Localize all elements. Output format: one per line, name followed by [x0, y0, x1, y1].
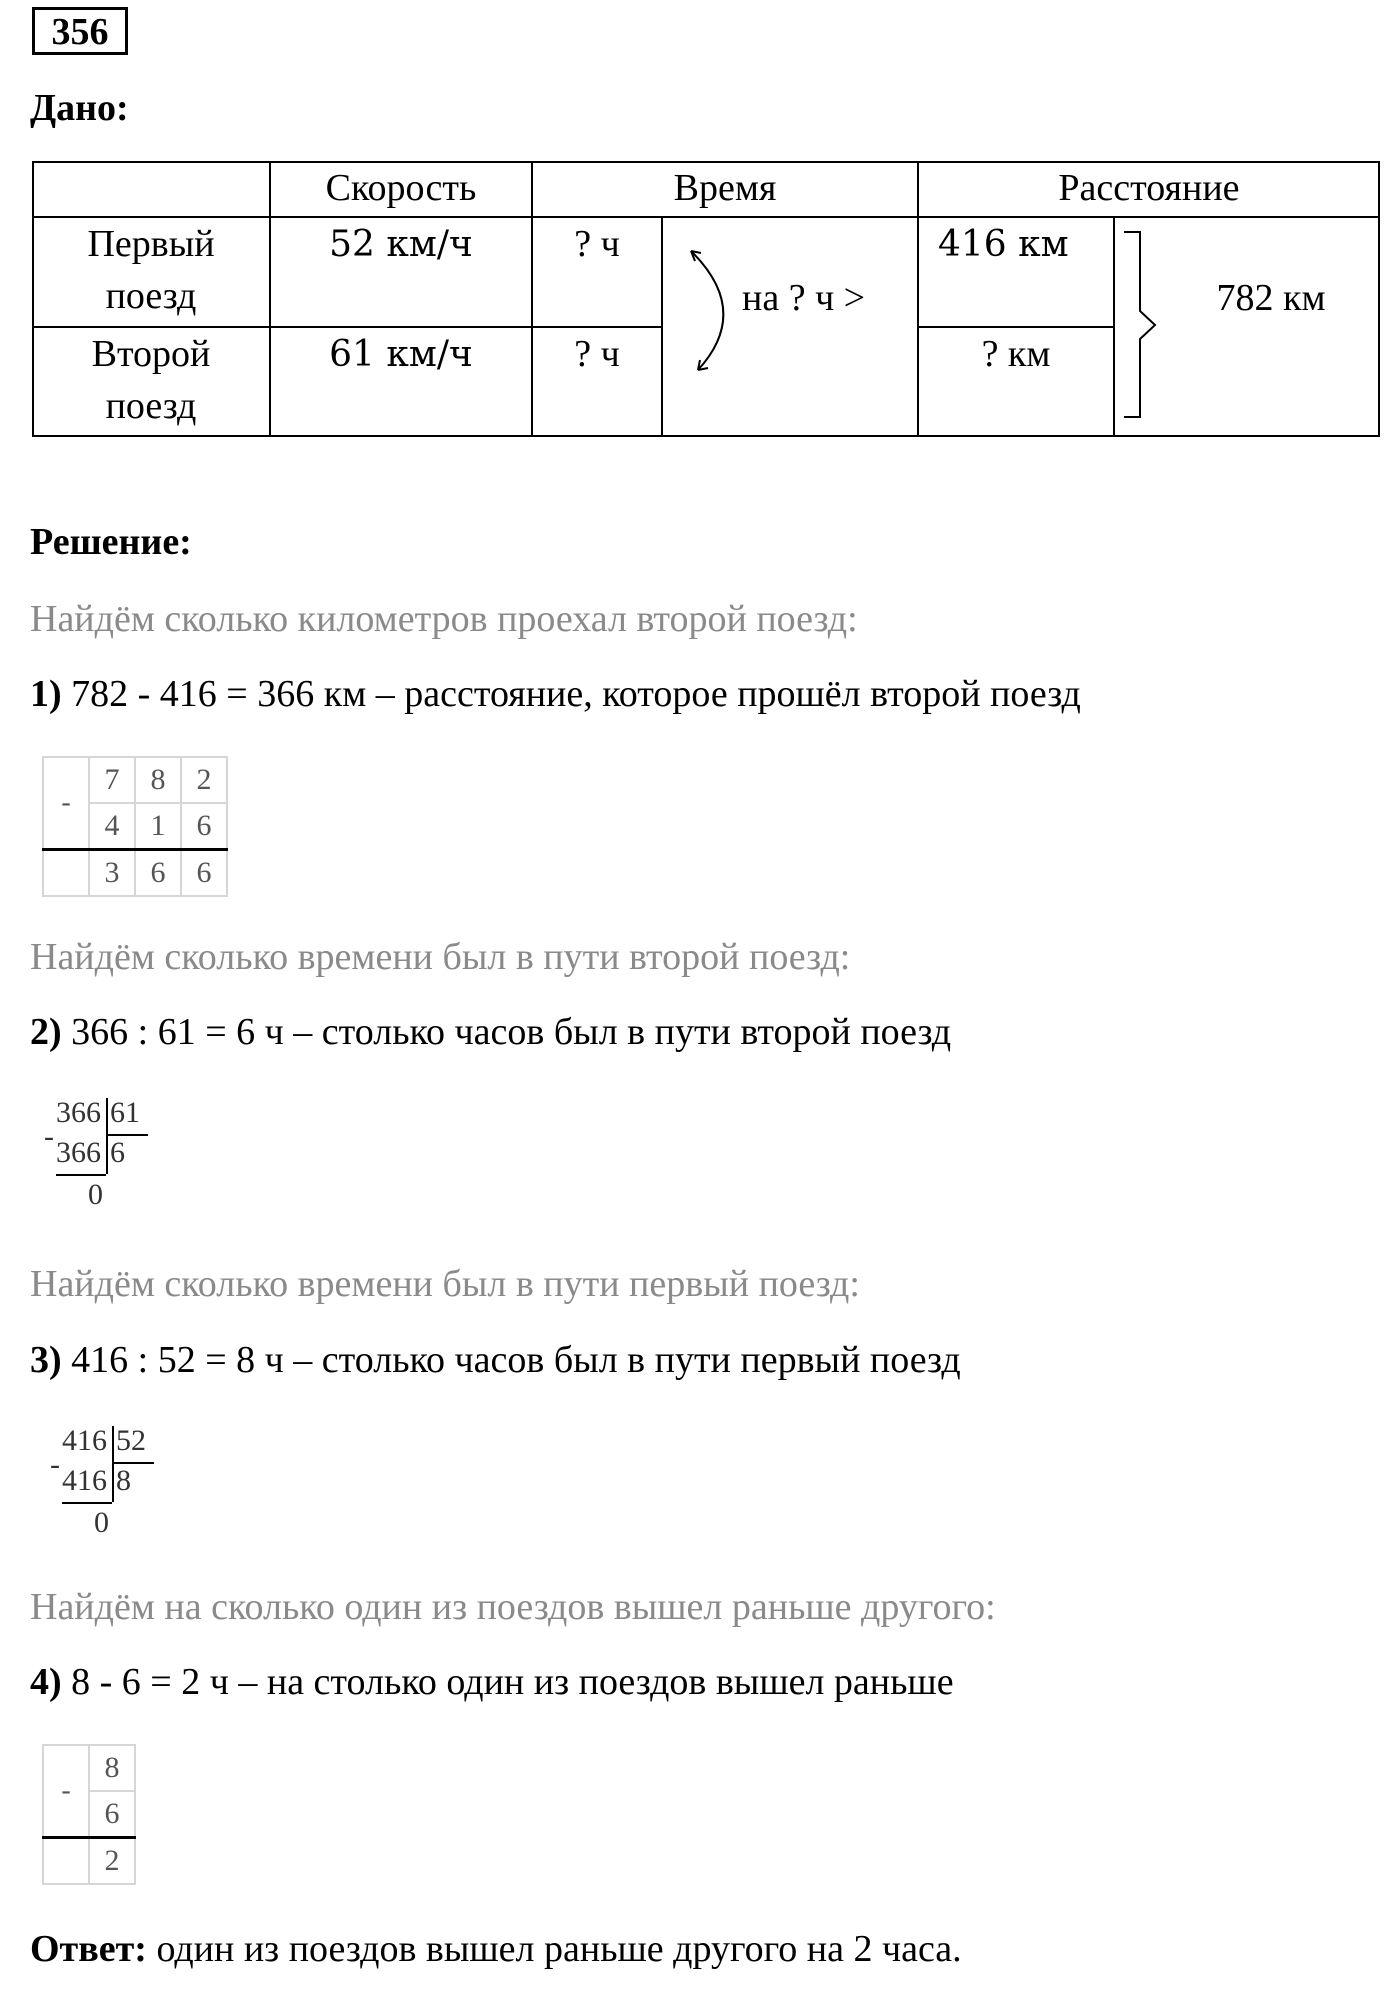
- subtract-line: [56, 1174, 106, 1176]
- solution-heading: Решение:: [30, 521, 192, 563]
- step1: [30, 672, 1081, 716]
- step1-text: 782 - 416 = 366 км – расстояние, которое прошёл второй поезд: [71, 673, 1081, 715]
- step3-text: 416 : 52 = 8 ч – столько часов был в пути первый поезд: [71, 1339, 961, 1381]
- digit: 1: [135, 803, 181, 850]
- digit: 3: [89, 850, 135, 897]
- step4: [30, 1660, 954, 1704]
- quotient: 8: [116, 1464, 131, 1497]
- time-arrow: [691, 251, 723, 370]
- quotient-line: [108, 1134, 148, 1136]
- step2-hint: Найдём сколько времени был в пути второй поезд:: [30, 936, 851, 978]
- step3-hint: Найдём сколько времени был в пути первый поезд:: [30, 1263, 860, 1305]
- step3-number: 3): [30, 1339, 62, 1381]
- divisor: 52: [116, 1424, 146, 1457]
- row1-distance: 416 км: [938, 224, 1069, 265]
- subtraction-grid-1: [42, 756, 228, 897]
- subtraction-grid-4: [42, 1744, 136, 1885]
- digit: 7: [89, 757, 135, 803]
- step4-hint: Найдём на сколько один из поездов вышел раньше другого:: [30, 1586, 996, 1628]
- answer: [30, 1927, 962, 1971]
- minus-sign: -: [44, 1120, 54, 1153]
- step2-text: 366 : 61 = 6 ч – столько часов был в пути второй поезд: [71, 1011, 952, 1053]
- row2-time: ? ч: [574, 333, 620, 375]
- answer-text: один из поездов вышел раньше другого на 2 часа.: [146, 1928, 962, 1970]
- row2-distance: ? км: [981, 333, 1051, 375]
- long-division-1: [44, 1096, 164, 1226]
- step4-text: 8 - 6 = 2 ч – на столько один из поездов вышел раньше: [71, 1661, 954, 1703]
- minus-sign: -: [43, 757, 89, 850]
- step1-hint: Найдём сколько километров проехал второй поезд:: [30, 598, 858, 640]
- remainder: 0: [88, 1178, 103, 1211]
- row1-name-line2: поезд: [105, 275, 197, 317]
- row1-name-line1: Первый: [87, 223, 215, 265]
- division-bar: [112, 1426, 114, 1502]
- digit: 4: [89, 803, 135, 850]
- header-time: Время: [673, 167, 777, 209]
- header-speed: Скорость: [325, 167, 477, 209]
- dividend: 416: [62, 1424, 107, 1457]
- empty-cell: [43, 1838, 89, 1885]
- step3: [30, 1338, 961, 1382]
- subtrahend: 416: [62, 1464, 107, 1497]
- digit: 2: [89, 1838, 135, 1885]
- digit: 8: [135, 757, 181, 803]
- digit: 6: [181, 850, 227, 897]
- digit: 6: [89, 1791, 135, 1838]
- answer-label: Ответ:: [30, 1928, 147, 1970]
- given-heading: Дано:: [30, 87, 129, 129]
- remainder: 0: [94, 1506, 109, 1539]
- digit: 6: [181, 803, 227, 850]
- total-distance: 782 км: [1216, 277, 1326, 319]
- given-table: [32, 161, 1380, 437]
- divisor: 61: [110, 1096, 140, 1129]
- subtract-line: [62, 1502, 112, 1504]
- step2-number: 2): [30, 1011, 62, 1053]
- quotient-line: [114, 1462, 154, 1464]
- row1-time: ? ч: [574, 223, 620, 265]
- step1-number: 1): [30, 673, 62, 715]
- header-distance: Расстояние: [1058, 167, 1240, 209]
- empty-cell: [43, 850, 89, 897]
- long-division-2: [50, 1424, 170, 1554]
- step4-number: 4): [30, 1661, 62, 1703]
- row1-speed: 52 км/ч: [329, 224, 473, 265]
- digit: 2: [181, 757, 227, 803]
- quotient: 6: [110, 1136, 125, 1169]
- subtrahend: 366: [56, 1136, 101, 1169]
- minus-sign: -: [50, 1448, 60, 1481]
- digit: 8: [89, 1745, 135, 1791]
- digit: 6: [135, 850, 181, 897]
- row2-speed: 61 км/ч: [329, 334, 473, 375]
- division-bar: [106, 1098, 108, 1174]
- time-difference: на ? ч >: [742, 277, 866, 319]
- task-number: 356: [32, 7, 128, 55]
- minus-sign: -: [43, 1745, 89, 1838]
- row2-name-line1: Второй: [91, 333, 211, 375]
- step2: [30, 1010, 951, 1054]
- dividend: 366: [56, 1096, 101, 1129]
- row2-name-line2: поезд: [105, 385, 197, 427]
